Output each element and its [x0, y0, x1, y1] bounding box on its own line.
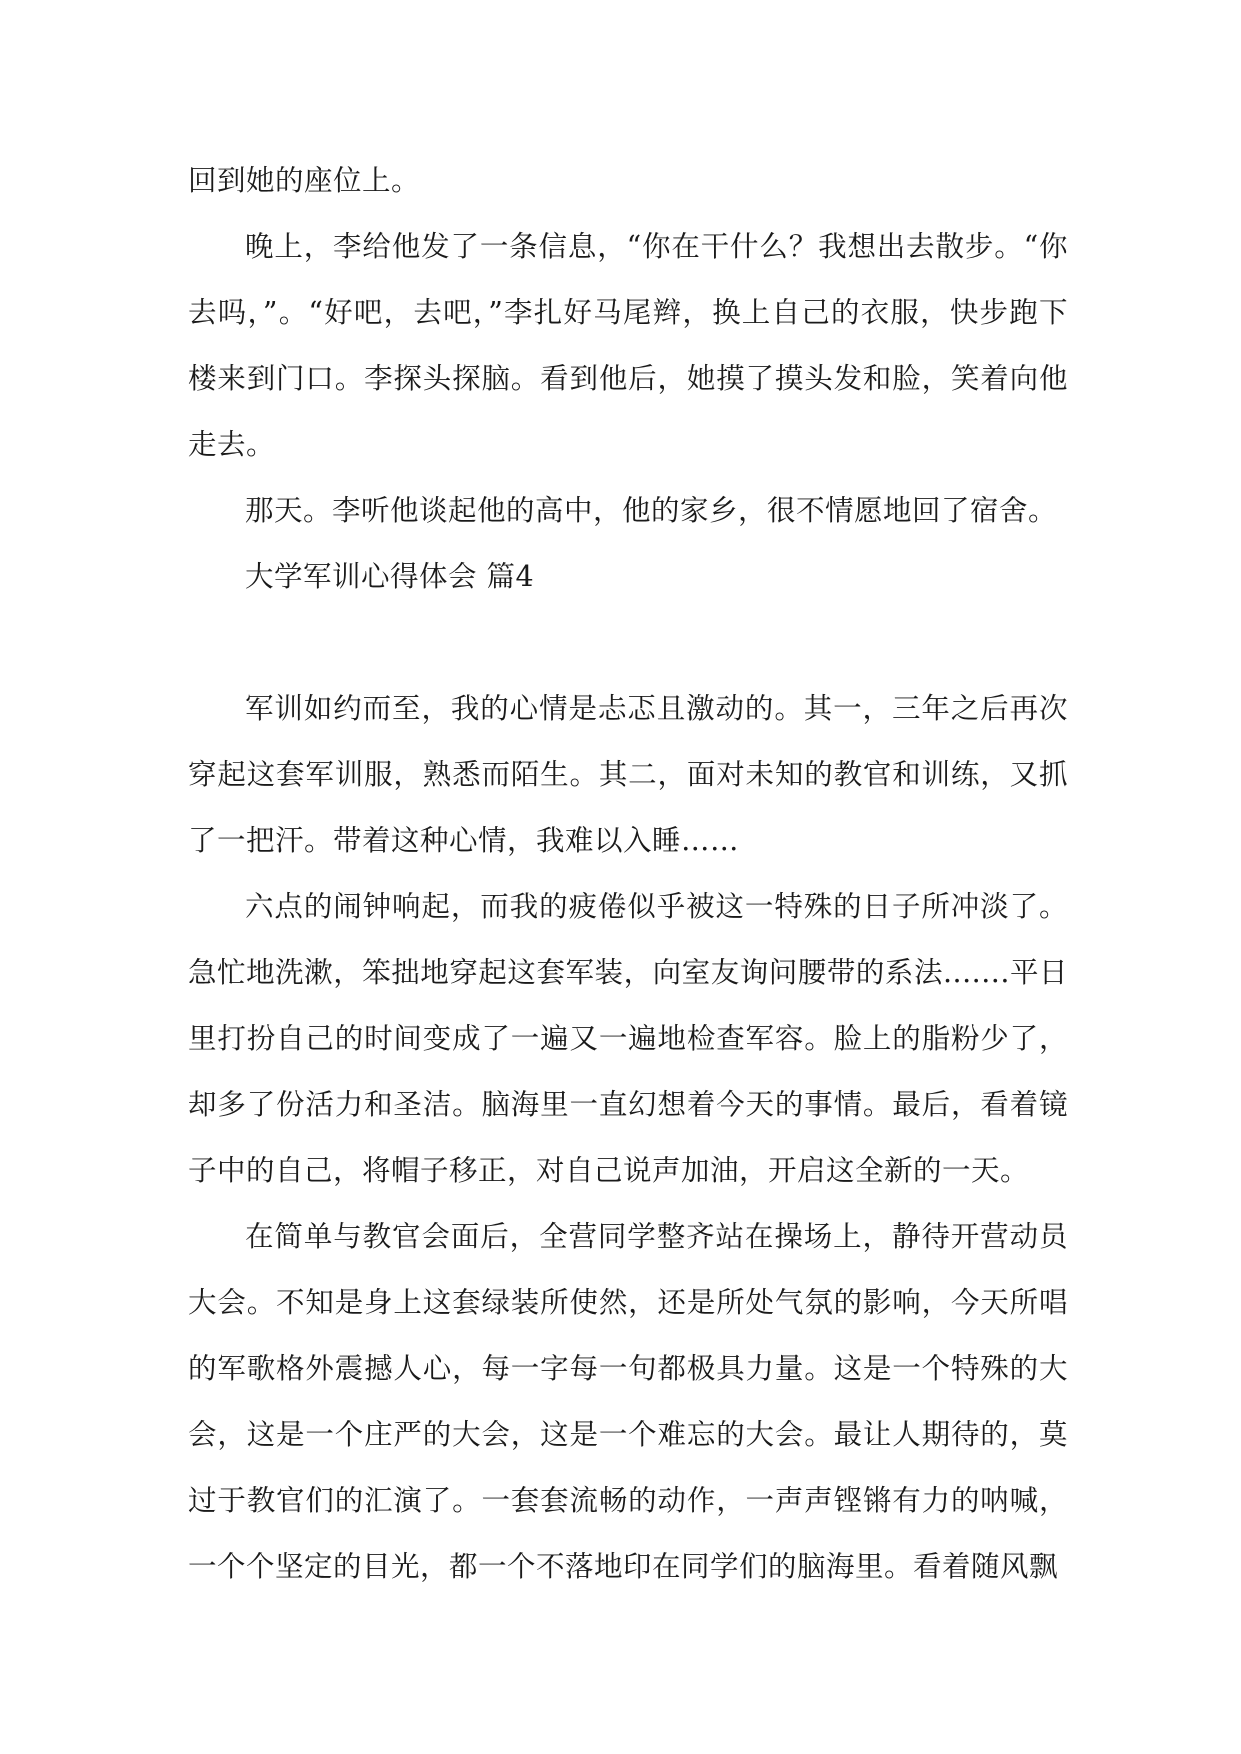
paragraph-4: 军训如约而至，我的心情是忐忑且激动的。其一，三年之后再次穿起这套军训服，熟悉而陌生。其二，面对未知的教官和训练，又抓了一把汗。带着这种心情，我难以入睡…… — [188, 692, 1068, 857]
paragraph-2: 晚上，李给他发了一条信息，“你在干什么？我想出去散步。“你去吗，”。“好吧，去吧，”李扎好马尾辫，换上自己的衣服，快步跑下楼来到门口。李探头探脑。看到他后，她摸了摸头发和脸，笑着向他走去。 — [188, 230, 1068, 461]
section-heading: 大学军训心得体会 篇4 — [245, 560, 535, 593]
blank-line — [188, 610, 1068, 676]
document-body — [188, 148, 1068, 1600]
paragraph-5: 六点的闹钟响起，而我的疲倦似乎被这一特殊的日子所冲淡了。急忙地洗漱，笨拙地穿起这套军装，向室友询问腰带的系法.......平日里打扮自己的时间变成了一遍又一遍地检查军容。脸上的脂粉少了，却多了份活力和圣洁。脑海里一直幻想着今天的事情。最后，看着镜子中的自己，将帽子移正，对自己说声加油，开启这全新的一天。 — [188, 890, 1068, 1187]
paragraph-3: 那天。李听他谈起他的高中，他的家乡，很不情愿地回了宿舍。 — [245, 494, 1058, 527]
paragraph-1: 回到她的座位上。 — [188, 164, 421, 197]
paragraph-6: 在简单与教官会面后，全营同学整齐站在操场上，静待开营动员大会。不知是身上这套绿装所使然，还是所处气氛的影响，今天所唱的军歌格外震撼人心，每一字每一句都极具力量。这是一个特殊的大会，这是一个庄严的大会，这是一个难忘的大会。最让人期待的，莫过于教官们的汇演了。一套套流畅的动作，一声声铿锵有力的呐喊，一个个坚定的目光，都一个不落地印在同学们的脑海里。看着随风飘 — [188, 1220, 1068, 1583]
